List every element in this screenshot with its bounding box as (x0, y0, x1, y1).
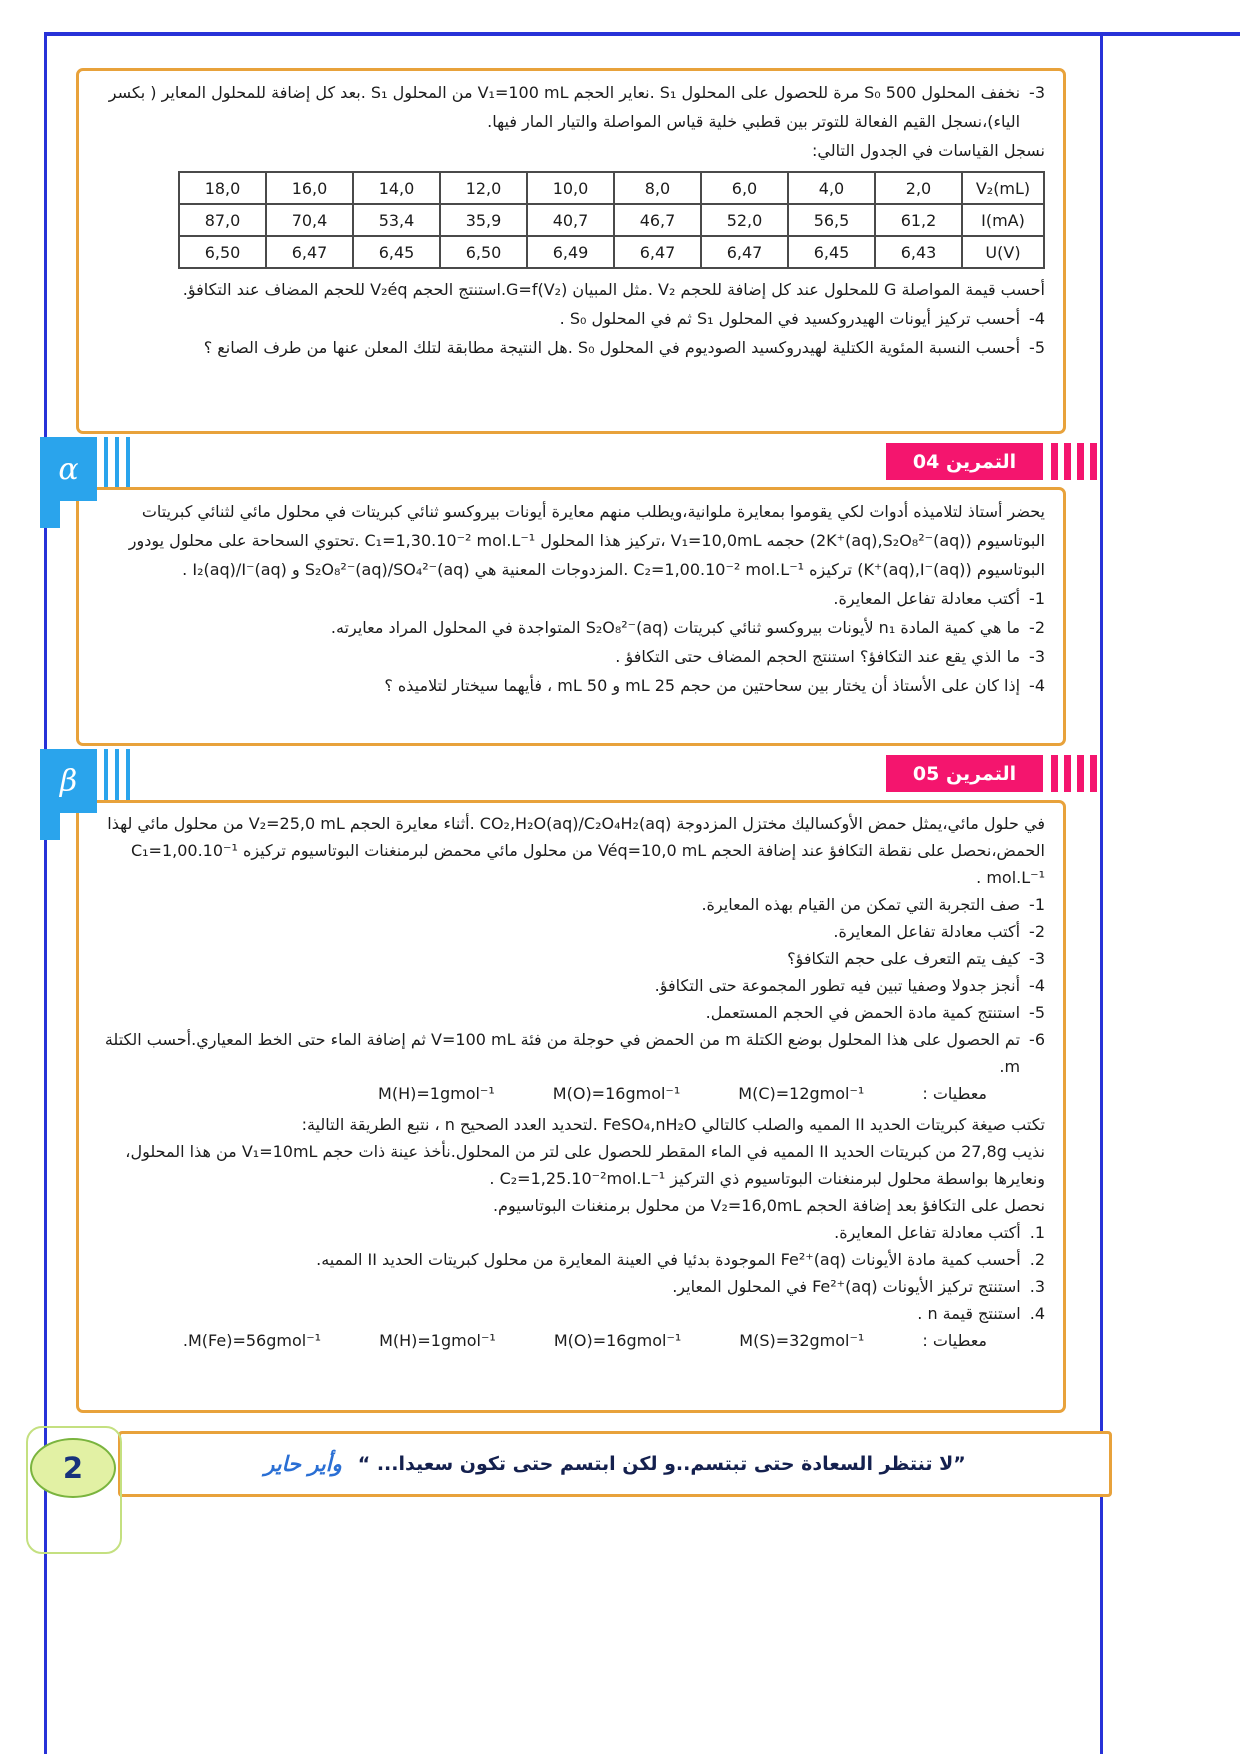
measurement-cell: 10,0 (527, 172, 614, 204)
page-number-badge (30, 1438, 116, 1498)
molar-mass-value: M(H)=1gmol⁻¹ (379, 1331, 496, 1350)
measurement-cell: 56,5 (788, 204, 875, 236)
measurement-cell: 6,43 (875, 236, 962, 268)
measurement-cell: 6,47 (701, 236, 788, 268)
question-item (97, 999, 1045, 1026)
row-label-v2: V₂(mL) (962, 172, 1044, 204)
question-text: ما هي كمية المادة n₁ لأيونات بيروكسو ثنائي كبريتات S₂O₈²⁻(aq) المتواجدة في المحلول المراد معايرته. (330, 618, 1021, 637)
section-tag-alpha (40, 437, 97, 501)
molar-mass-value: M(C)=12gmol⁻¹ (738, 1084, 865, 1103)
page-number: 2 (62, 1451, 84, 1485)
pink-bar (1090, 755, 1097, 792)
measurement-cell: 61,2 (875, 204, 962, 236)
molar-mass-value: M(O)=16gmol⁻¹ (552, 1084, 681, 1103)
exercise-4-section (76, 487, 1066, 746)
question-text: استنتج قيمة n . (917, 1304, 1021, 1323)
measurement-cell: 4,0 (788, 172, 875, 204)
exercise-5-title: التمرين 05 (912, 762, 1017, 785)
part2-intro-3: نحصل على التكافؤ بعد إضافة الحجم V₂=16,0mL من محلول برمنغنات البوتاسيوم. (492, 1196, 1045, 1215)
question-text: صف التجربة التي تمكن من القيام بهذه المعايرة. (701, 895, 1021, 914)
measurement-cell: 6,45 (353, 236, 440, 268)
question-number: 4- (1029, 309, 1045, 328)
question-number: 2- (1029, 922, 1045, 941)
exercise-4-header (886, 443, 1043, 480)
question-number: 5- (1029, 338, 1045, 357)
question-item (97, 304, 1045, 333)
data-values-line (97, 1080, 1045, 1107)
table-intro-text: نسجل القياسات في الجدول التالي: (812, 141, 1045, 160)
question-number: 1- (1029, 895, 1045, 914)
exercise-5-header (886, 755, 1043, 792)
question-number: 1. (1029, 1223, 1045, 1242)
question-text: نخفف المحلول 500 S₀ مرة للحصول على المحلول S₁ .نعاير الحجم V₁=100 mL من المحلول S₁ .بعد كل إضافة للمحلول المعاير ( بكسر الياء)،نسجل القيم الفعالة للتوتر بين قطبي خلية قياس المواصلة والتيار المار فيها. (108, 83, 1021, 131)
question-number: 3- (1029, 83, 1045, 102)
table-row-i (179, 204, 1044, 236)
pink-decoration-bars (1051, 443, 1097, 480)
measurement-cell: 40,7 (527, 204, 614, 236)
question-text: إذا كان على الأستاذ أن يختار بين سحاحتين من حجم 25 mL و 50 mL ، فأيهما سيختار لتلاميذه ؟ (384, 676, 1021, 695)
footer-quote: ”لا تنتظر السعادة حتى تبتسم..و لكن ابتسم حتى تكون سعيدا... “ (357, 1453, 966, 1475)
question-text: أكتب معادلة تفاعل المعايرة. (834, 1223, 1021, 1242)
question-number: 3- (1029, 647, 1045, 666)
measurement-cell: 14,0 (353, 172, 440, 204)
measurement-cell: 6,47 (266, 236, 353, 268)
question-item (97, 613, 1045, 642)
table-row-u (179, 236, 1044, 268)
part2-intro-2: نذيب 27,8g من كبريتات الحديد II المميه في الماء المقطر للحصول على لتر من المحلول.نأخذ عينة ذات حجم V₁=10mL من هذا المحلول، ونعايرها بواسطة محلول لبرمنغنات البوتاسيوم ذي التركيز C₂=1,25.10⁻²mol.L⁻¹ . (125, 1142, 1045, 1188)
pink-bar (1090, 443, 1097, 480)
molar-mass-value: M(S)=32gmol⁻¹ (739, 1331, 865, 1350)
question-number: 3. (1029, 1277, 1045, 1296)
question-text: أحسب كمية مادة الأيونات Fe²⁺(aq) الموجودة بدئيا في العينة المعايرة من محلول كبريتات الحديد II المميه. (316, 1250, 1021, 1269)
question-text: استنتج تركيز الأيونات Fe²⁺(aq) في المحلول المعاير. (672, 1277, 1021, 1296)
question-item (97, 1246, 1045, 1273)
question-item (97, 671, 1045, 700)
row-label-i: I(mA) (962, 204, 1044, 236)
question-number: 6- (1029, 1030, 1045, 1049)
footer-quote-box (118, 1431, 1112, 1497)
question-number: 5- (1029, 1003, 1045, 1022)
question-text: أحسب النسبة المئوية الكتلية لهيدروكسيد الصوديوم في المحلول S₀ .هل النتيجة مطابقة لتلك المعلن عنها من طرف الصانع ؟ (203, 338, 1021, 357)
beta-letter: β (59, 763, 78, 799)
section-tag-beta (40, 749, 97, 813)
measurement-cell: 2,0 (875, 172, 962, 204)
measurement-cell: 53,4 (353, 204, 440, 236)
tag-foot (40, 501, 60, 528)
measurement-cell: 46,7 (614, 204, 701, 236)
conductance-paragraph: أحسب قيمة المواصلة G للمحلول عند كل إضافة للحجم V₂ .مثل المبيان G=f(V₂).استنتج الحجم V₂éq للحجم المضاف عند التكافؤ. (182, 280, 1045, 299)
question-number: 4- (1029, 676, 1045, 695)
measurement-cell: 6,49 (527, 236, 614, 268)
data-label: معطيات : (922, 1331, 987, 1350)
measurement-cell: 8,0 (614, 172, 701, 204)
alpha-letter: α (58, 451, 79, 487)
question-text: استنتج كمية مادة الحمض في الحجم المستعمل. (705, 1003, 1021, 1022)
molar-mass-value: M(H)=1gmol⁻¹ (378, 1084, 495, 1103)
measurement-cell: 12,0 (440, 172, 527, 204)
question-number: 3- (1029, 949, 1045, 968)
question-item (97, 945, 1045, 972)
pink-bar (1077, 443, 1084, 480)
question-number: 2. (1029, 1250, 1045, 1269)
data-values-line (97, 1327, 1045, 1354)
question-number: 2- (1029, 618, 1045, 637)
measurement-cell: 6,47 (614, 236, 701, 268)
measurement-cell: 6,50 (179, 236, 266, 268)
question-text: أحسب تركيز أيونات الهيدروكسيد في المحلول S₁ ثم في المحلول S₀ . (559, 309, 1021, 328)
question-text: تم الحصول على هذا المحلول بوضع الكتلة m من الحمض في حوجلة من فئة V=100 mL ثم إضافة الماء حتى الخط المعياري.أحسب الكتلة m. (104, 1030, 1021, 1076)
measurement-cell: 6,0 (701, 172, 788, 204)
question-number: 4- (1029, 976, 1045, 995)
exercise-5-section (76, 800, 1066, 1413)
question-item (97, 584, 1045, 613)
data-label: معطيات : (922, 1084, 987, 1103)
measurement-cell: 18,0 (179, 172, 266, 204)
question-number: 1- (1029, 589, 1045, 608)
measurement-cell: 35,9 (440, 204, 527, 236)
measurements-table (178, 171, 1045, 269)
part2-intro-1: تكتب صيغة كبريتات الحديد II المميه والصلب كالتالي FeSO₄,nH₂O .لتحديد العدد الصحيح n ، نتبع الطريقة التالية: (301, 1115, 1045, 1134)
measurement-cell: 52,0 (701, 204, 788, 236)
pink-bar (1077, 755, 1084, 792)
question-number: 4. (1029, 1304, 1045, 1323)
pink-bar (1051, 443, 1058, 480)
pink-bar (1064, 755, 1071, 792)
question-item (97, 1300, 1045, 1327)
measurement-cell: 70,4 (266, 204, 353, 236)
pink-bar (1051, 755, 1058, 792)
question-item (97, 972, 1045, 999)
question-item (97, 1219, 1045, 1246)
question-item (97, 78, 1045, 136)
molar-mass-value: M(O)=16gmol⁻¹ (553, 1331, 682, 1350)
measurement-cell: 6,50 (440, 236, 527, 268)
measurement-cell: 6,45 (788, 236, 875, 268)
question-text: ما الذي يقع عند التكافؤ؟ استنتج الحجم المضاف حتى التكافؤ . (615, 647, 1021, 666)
tag-foot (40, 813, 60, 840)
question-text: أكتب معادلة تفاعل المعايرة. (833, 922, 1021, 941)
question-item (97, 918, 1045, 945)
question-text: أنجز جدولا وصفيا تبين فيه تطور المجموعة حتى التكافؤ. (654, 976, 1021, 995)
question-item (97, 333, 1045, 362)
measurement-cell: 16,0 (266, 172, 353, 204)
measurement-cell: 87,0 (179, 204, 266, 236)
question-item (97, 1026, 1045, 1080)
pink-decoration-bars (1051, 755, 1097, 792)
footer-signature: وأير حاير (264, 1452, 342, 1476)
pink-bar (1064, 443, 1071, 480)
molar-mass-value: M(Fe)=56gmol⁻¹. (182, 1331, 322, 1350)
exercise-4-intro: يحضر أستاذ لتلاميذه أدوات لكي يقوموا بمعايرة ملوانية،ويطلب منهم معايرة أيونات بيروكسو ثنائي كبريتات في محلول مائي لثنائي كبريتات البوتاسيوم (2K⁺(aq),S₂O₈²⁻(aq)) حجمه V₁=10,0mL ،تركيز هذا المحلول C₁=1,30.10⁻² mol.L⁻¹ .تحتوي السحاحة على محلول يودور البوتاسيوم (K⁺(aq),I⁻(aq)) تركيزه C₂=1,00.10⁻² mol.L⁻¹ .المزدوجات المعنية هي S₂O₈²⁻(aq)/SO₄²⁻(aq) و I₂(aq)/I⁻(aq) . (128, 502, 1045, 579)
exercise-4-title: التمرين 04 (912, 450, 1017, 473)
question-item (97, 891, 1045, 918)
row-label-u: U(V) (962, 236, 1044, 268)
question-item (97, 642, 1045, 671)
exercise-3-section (76, 68, 1066, 434)
page-frame-top (44, 32, 1240, 36)
table-row-v2 (179, 172, 1044, 204)
exercise-5-intro: في حلول مائي،يمثل حمض الأوكساليك مختزل المزدوجة CO₂,H₂O(aq)/C₂O₄H₂(aq) .أثناء معايرة الحجم V₂=25,0 mL من محلول مائي لهذا الحمض،نحصل على نقطة التكافؤ عند إضافة الحجم Véq=10,0 mL من محلول مائي محمض لبرمنغنات البوتاسيوم تركيزه C₁=1,00.10⁻¹ mol.L⁻¹ . (107, 814, 1045, 887)
question-item (97, 1273, 1045, 1300)
question-text: كيف يتم التعرف على حجم التكافؤ؟ (787, 949, 1021, 968)
question-text: أكتب معادلة تفاعل المعايرة. (833, 589, 1021, 608)
